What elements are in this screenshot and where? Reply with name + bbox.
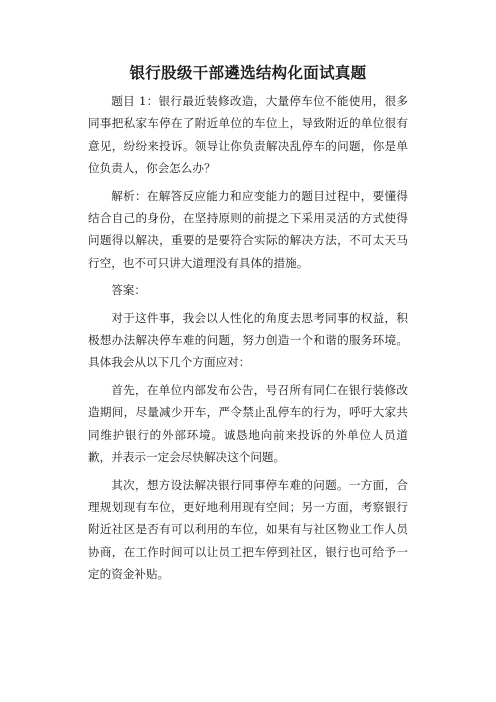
answer-intro-paragraph: 对于这件事，我会以人性化的角度去思考同事的权益，积极想办法解决停车难的问题，努力创造一个和谐的服务环境。具体我会从以下几个方面应对： [88,310,408,370]
answer-second-paragraph: 其次，想方设法解决银行同事停车难的问题。一方面，合理规划现有车位，更好地利用现有空间；另一方面，考察银行附近社区是否有可以利用的车位，如果有与社区物业工作人员协商，在工作时间可以让员工把车停到社区，银行也可给予一定的资金补贴。 [88,477,408,582]
question-paragraph: 题目 1：银行最近装修改造，大量停车位不能使用，很多同事把私家车停在了附近单位的车位上，导致附近的单位很有意见，纷纷来投诉。领导让你负责解决乱停车的问题，你是单位负责人，你会怎么办？ [88,94,408,176]
document-title: 银行股级干部遴选结构化面试真题 [129,63,367,82]
answer-first-paragraph: 首先，在单位内部发布公告，号召所有同仁在银行装修改造期间，尽量减少开车，严令禁止乱停车的行为，呼吁大家共同维护银行的外部环境。诚恳地向前来投诉的外单位人员道歉，并表示一定会尽快解决这个问题。 [88,382,408,465]
answer-heading: 答案： [111,283,146,298]
analysis-paragraph: 解析：在解答反应能力和应变能力的题目过程中，要懂得结合自己的身份，在坚持原则的前提之下采用灵活的方式使得问题得以解决，重要的是要符合实际的解决方法，不可太天马行空，也不可只讲大道理没有具体的措施。 [88,188,408,270]
